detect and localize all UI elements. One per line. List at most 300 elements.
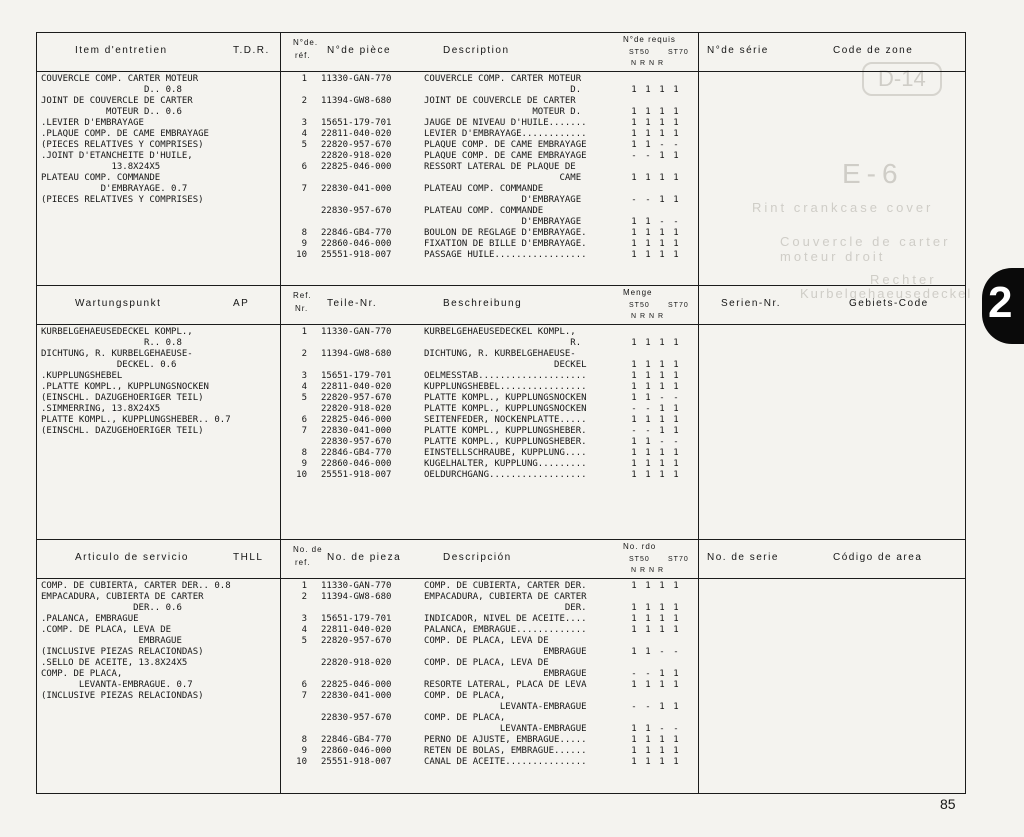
qty-value: -	[645, 426, 651, 436]
service-item-line: D.. 0.8	[41, 85, 182, 95]
qty-value: 1	[631, 85, 637, 95]
qty-value: 1	[673, 757, 679, 767]
qty-value: 1	[631, 382, 637, 392]
part-description: RESORTE LATERAL, PLACA DE LEVA	[424, 680, 587, 690]
ref-number: 4	[301, 625, 307, 635]
qty-value: 1	[631, 338, 637, 348]
service-item-line: JOINT DE COUVERCLE DE CARTER	[41, 96, 193, 106]
ref-number: 10	[296, 250, 307, 260]
column-divider	[698, 540, 699, 794]
qty-value: 1	[659, 669, 665, 679]
qty-value: -	[645, 669, 651, 679]
qty-value: 1	[659, 404, 665, 414]
part-number: 25551-918-007	[321, 470, 392, 480]
column-divider	[698, 33, 699, 285]
watermark-code: D-14	[862, 62, 942, 96]
part-number: 22811-040-020	[321, 382, 392, 392]
column-divider	[280, 540, 281, 794]
part-number: 11394-GW8-680	[321, 349, 392, 359]
part-description: RESSORT LATERAL DE PLAQUE DE	[424, 162, 576, 172]
service-item-line: KURBELGEHAEUSEDECKEL KOMPL.,	[41, 327, 193, 337]
service-item-line: R.. 0.8	[41, 338, 182, 348]
part-description: EMBRAGUE	[424, 669, 587, 679]
watermark-line: Rint crankcase cover	[752, 200, 934, 215]
parts-section	[37, 539, 965, 794]
qty-value: 1	[645, 140, 651, 150]
service-item-line: PLATEAU COMP. COMMANDE	[41, 173, 161, 183]
service-item-line: (PIECES RELATIVES Y COMPRISES)	[41, 140, 204, 150]
header-model-st50: ST50	[629, 556, 650, 563]
qty-value: 1	[645, 415, 651, 425]
service-item-line: MOTEUR D.. 0.6	[41, 107, 182, 117]
ref-number: 4	[301, 382, 307, 392]
qty-value: -	[673, 724, 679, 734]
header-part-no: Teile-Nr.	[327, 298, 378, 309]
ref-number: 9	[301, 746, 307, 756]
part-number: 22820-918-020	[321, 404, 392, 414]
qty-value: 1	[673, 118, 679, 128]
service-item-line: .KUPPLUNGSHEBEL	[41, 371, 123, 381]
qty-value: 1	[673, 470, 679, 480]
header-model-st50: ST50	[629, 49, 650, 56]
ref-number: 5	[301, 393, 307, 403]
service-item-line: EMBRAGUE	[41, 636, 182, 646]
qty-value: 1	[631, 107, 637, 117]
part-number: 22820-918-020	[321, 151, 392, 161]
service-item-line: .SELLO DE ACEITE, 13.8X24X5	[41, 658, 188, 668]
qty-value: 1	[659, 338, 665, 348]
part-description: COMP. DE PLACA, LEVA DE	[424, 658, 549, 668]
part-description: JOINT DE COUVERCLE DE CARTER	[424, 96, 576, 106]
qty-value: 1	[645, 581, 651, 591]
part-description: D'EMBRAYAGE	[424, 195, 582, 205]
header-service-item: Wartungspunkt	[75, 298, 162, 309]
part-number: 11330-GAN-770	[321, 581, 392, 591]
watermark-line: Couvercle de carter	[780, 234, 951, 249]
part-description: D'EMBRAYAGE	[424, 217, 582, 227]
qty-value: 1	[659, 702, 665, 712]
qty-value: -	[645, 404, 651, 414]
qty-value: 1	[645, 724, 651, 734]
qty-value: -	[645, 195, 651, 205]
qty-value: 1	[631, 448, 637, 458]
qty-value: 1	[645, 437, 651, 447]
qty-value: 1	[645, 735, 651, 745]
service-item-line: DICHTUNG, R. KURBELGEHAEUSE-	[41, 349, 193, 359]
part-description: PLATEAU COMP. COMMANDE	[424, 206, 544, 216]
qty-value: 1	[673, 173, 679, 183]
qty-value: -	[631, 426, 637, 436]
header-ap: T.D.R.	[233, 45, 270, 56]
header-qty: N°de requis	[623, 35, 676, 44]
header-qty: No. rdo	[623, 542, 657, 551]
qty-value: 1	[645, 129, 651, 139]
header-serial: N°de série	[707, 45, 769, 56]
part-description: EINSTELLSCHRAUBE, KUPPLUNG....	[424, 448, 587, 458]
parts-page	[36, 32, 966, 794]
qty-value: 1	[645, 338, 651, 348]
ref-number: 9	[301, 459, 307, 469]
qty-value: 1	[645, 459, 651, 469]
part-description: RETEN DE BOLAS, EMBRAGUE......	[424, 746, 587, 756]
qty-value: 1	[645, 239, 651, 249]
service-item-line: .PLATTE KOMPL., KUPPLUNGSNOCKEN	[41, 382, 209, 392]
qty-value: 1	[645, 118, 651, 128]
header-ref2: réf.	[295, 51, 311, 60]
service-item-line: LEVANTA-EMBRAGUE. 0.7	[41, 680, 193, 690]
qty-value: 1	[645, 603, 651, 613]
qty-value: 1	[631, 757, 637, 767]
part-description: KUGELHALTER, KUPPLUNG.........	[424, 459, 587, 469]
qty-value: 1	[659, 581, 665, 591]
qty-value: 1	[673, 459, 679, 469]
qty-value: 1	[659, 459, 665, 469]
qty-value: 1	[673, 151, 679, 161]
qty-value: 1	[659, 228, 665, 238]
service-item-line: .PALANCA, EMBRAGUE	[41, 614, 139, 624]
part-number: 22846-GB4-770	[321, 735, 392, 745]
part-description: LEVIER D'EMBRAYAGE............	[424, 129, 587, 139]
header-ref: No. de	[293, 545, 323, 554]
qty-value: -	[673, 140, 679, 150]
ref-number: 3	[301, 118, 307, 128]
qty-value: 1	[631, 393, 637, 403]
qty-value: 1	[673, 669, 679, 679]
ref-number: 8	[301, 228, 307, 238]
part-number: 11394-GW8-680	[321, 592, 392, 602]
part-number: 22830-041-000	[321, 426, 392, 436]
qty-value: 1	[659, 85, 665, 95]
qty-value: -	[659, 724, 665, 734]
qty-value: 1	[673, 360, 679, 370]
header-area: Código de area	[833, 552, 923, 563]
qty-value: 1	[645, 625, 651, 635]
qty-value: 1	[659, 735, 665, 745]
column-divider	[698, 286, 699, 540]
part-description: EMBRAGUE	[424, 647, 587, 657]
qty-value: 1	[645, 448, 651, 458]
header-part-no: No. de pieza	[327, 552, 402, 563]
qty-value: -	[673, 217, 679, 227]
qty-value: 1	[673, 239, 679, 249]
part-description: D.	[424, 85, 582, 95]
service-item-line: (PIECES RELATIVES Y COMPRISES)	[41, 195, 204, 205]
header-ref2: Nr.	[295, 304, 309, 313]
part-number: 11330-GAN-770	[321, 327, 392, 337]
part-number: 22860-046-000	[321, 459, 392, 469]
part-description: DICHTUNG, R. KURBELGEHAEUSE-	[424, 349, 576, 359]
qty-value: 1	[673, 415, 679, 425]
qty-value: 1	[673, 603, 679, 613]
qty-value: 1	[631, 239, 637, 249]
ref-number: 7	[301, 691, 307, 701]
part-description: OELDURCHGANG..................	[424, 470, 587, 480]
qty-value: 1	[673, 228, 679, 238]
qty-value: -	[659, 437, 665, 447]
page-number: 85	[940, 796, 956, 812]
qty-value: 1	[631, 647, 637, 657]
watermark-line: Kurbelgehaeusedeckel	[800, 286, 973, 301]
qty-value: 1	[631, 228, 637, 238]
header-model-st70: ST70	[668, 556, 689, 563]
qty-value: 1	[673, 625, 679, 635]
part-number: 11330-GAN-770	[321, 74, 392, 84]
part-number: 22846-GB4-770	[321, 448, 392, 458]
header-ref: Ref.	[293, 291, 312, 300]
qty-value: 1	[673, 581, 679, 591]
ref-number: 1	[301, 327, 307, 337]
part-description: LEVANTA-EMBRAGUE	[424, 724, 587, 734]
header-serial: Serien-Nr.	[721, 298, 782, 309]
qty-value: 1	[631, 581, 637, 591]
ref-number: 7	[301, 184, 307, 194]
ref-number: 3	[301, 371, 307, 381]
qty-value: 1	[631, 140, 637, 150]
part-description: SEITENFEDER, NOCKENPLATTE.....	[424, 415, 587, 425]
part-description: COMP. DE PLACA,	[424, 691, 506, 701]
part-description: MOTEUR D.	[424, 107, 582, 117]
watermark-section: E-6	[842, 158, 904, 189]
part-number: 22825-046-000	[321, 162, 392, 172]
header-description: Description	[443, 45, 510, 56]
qty-value: 1	[673, 338, 679, 348]
part-description: COMP. DE PLACA, LEVA DE	[424, 636, 549, 646]
part-number: 22830-041-000	[321, 691, 392, 701]
qty-value: 1	[673, 371, 679, 381]
part-description: LEVANTA-EMBRAGUE	[424, 702, 587, 712]
qty-value: -	[673, 393, 679, 403]
header-area: Code de zone	[833, 45, 914, 56]
qty-value: -	[645, 151, 651, 161]
part-description: KURBELGEHAEUSEDECKEL KOMPL.,	[424, 327, 576, 337]
qty-value: 1	[659, 107, 665, 117]
ref-number: 4	[301, 129, 307, 139]
qty-value: 1	[631, 625, 637, 635]
column-divider	[280, 286, 281, 540]
part-number: 22820-957-670	[321, 636, 392, 646]
service-item-line: .COMP. DE PLACA, LEVA DE	[41, 625, 172, 635]
part-description: EMPACADURA, CUBIERTA DE CARTER	[424, 592, 587, 602]
part-number: 25551-918-007	[321, 250, 392, 260]
qty-value: 1	[631, 603, 637, 613]
qty-value: 1	[631, 470, 637, 480]
qty-value: 1	[631, 724, 637, 734]
ref-number: 6	[301, 415, 307, 425]
header-model-st70: ST70	[668, 302, 689, 309]
part-description: PERNO DE AJUSTE, EMBRAGUE.....	[424, 735, 587, 745]
qty-value: -	[659, 140, 665, 150]
ref-number: 7	[301, 426, 307, 436]
header-serial: No. de serie	[707, 552, 779, 563]
qty-value: 1	[673, 404, 679, 414]
qty-value: 1	[659, 603, 665, 613]
part-description: COUVERCLE COMP. CARTER MOTEUR	[424, 74, 582, 84]
part-description: COMP. DE PLACA,	[424, 713, 506, 723]
qty-value: -	[631, 151, 637, 161]
part-description: PLATTE KOMPL., KUPPLUNGSNOCKEN	[424, 393, 587, 403]
section-header	[37, 33, 965, 72]
part-number: 22860-046-000	[321, 239, 392, 249]
service-item-line: EMPACADURA, CUBIERTA DE CARTER	[41, 592, 204, 602]
part-number: 15651-179-701	[321, 118, 392, 128]
qty-value: 1	[659, 118, 665, 128]
qty-value: 1	[659, 360, 665, 370]
qty-value: 1	[673, 382, 679, 392]
ref-number: 9	[301, 239, 307, 249]
part-number: 11394-GW8-680	[321, 96, 392, 106]
part-description: CAME	[424, 173, 582, 183]
service-item-line: .PLAQUE COMP. DE CAME EMBRAYAGE	[41, 129, 209, 139]
watermark-line: moteur droit	[780, 249, 886, 264]
service-item-line: DECKEL. 0.6	[41, 360, 177, 370]
qty-value: 1	[673, 735, 679, 745]
ref-number: 5	[301, 636, 307, 646]
column-divider	[280, 33, 281, 285]
part-description: PLATEAU COMP. COMMANDE	[424, 184, 544, 194]
service-item-line: 13.8X24X5	[41, 162, 161, 172]
part-description: CANAL DE ACEITE...............	[424, 757, 587, 767]
part-description: PLATTE KOMPL., KUPPLUNGSNOCKEN	[424, 404, 587, 414]
ref-number: 2	[301, 349, 307, 359]
service-item-line: .SIMMERRING, 13.8X24X5	[41, 404, 161, 414]
part-number: 22820-957-670	[321, 140, 392, 150]
header-area: Gebiets-Code	[849, 298, 929, 309]
part-number: 22820-918-020	[321, 658, 392, 668]
ref-number: 6	[301, 680, 307, 690]
qty-value: 1	[659, 625, 665, 635]
service-item-line: .LEVIER D'EMBRAYAGE	[41, 118, 144, 128]
qty-value: 1	[659, 415, 665, 425]
header-nr: N R N R	[631, 313, 665, 320]
ref-number: 3	[301, 614, 307, 624]
qty-value: 1	[673, 702, 679, 712]
qty-value: -	[659, 393, 665, 403]
section-header	[37, 540, 965, 579]
part-number: 22825-046-000	[321, 680, 392, 690]
qty-value: 1	[645, 107, 651, 117]
part-description: BOULON DE REGLAGE D'EMBRAYAGE.	[424, 228, 587, 238]
qty-value: 1	[631, 250, 637, 260]
qty-value: -	[631, 404, 637, 414]
header-ref2: ref.	[295, 558, 311, 567]
qty-value: 1	[645, 470, 651, 480]
part-description: R.	[424, 338, 582, 348]
qty-value: 1	[659, 470, 665, 480]
header-ap: AP	[233, 298, 250, 309]
part-number: 15651-179-701	[321, 614, 392, 624]
qty-value: -	[631, 195, 637, 205]
header-ref: N°de.	[293, 38, 319, 47]
qty-value: -	[659, 217, 665, 227]
service-item-line: .JOINT D'ETANCHEITE D'HUILE,	[41, 151, 193, 161]
part-description: PLAQUE COMP. DE CAME EMBRAYAGE	[424, 140, 587, 150]
qty-value: 1	[631, 129, 637, 139]
qty-value: 1	[659, 239, 665, 249]
qty-value: 1	[645, 217, 651, 227]
qty-value: 1	[645, 746, 651, 756]
qty-value: 1	[673, 680, 679, 690]
service-item-line: D'EMBRAYAGE. 0.7	[41, 184, 188, 194]
part-description: PLAQUE COMP. DE CAME EMBRAYAGE	[424, 151, 587, 161]
header-part-no: N°de pièce	[327, 45, 392, 56]
service-item-line: (EINSCHL. DAZUGEHOERIGER TEIL)	[41, 393, 204, 403]
header-model-st70: ST70	[668, 49, 689, 56]
part-description: PALANCA, EMBRAGUE.............	[424, 625, 587, 635]
part-description: FIXATION DE BILLE D'EMBRAYAGE.	[424, 239, 587, 249]
qty-value: 1	[659, 173, 665, 183]
qty-value: 1	[631, 173, 637, 183]
header-qty: Menge	[623, 288, 653, 297]
qty-value: 1	[631, 614, 637, 624]
qty-value: 1	[659, 448, 665, 458]
part-number: 22825-046-000	[321, 415, 392, 425]
qty-value: 1	[645, 614, 651, 624]
qty-value: 1	[645, 371, 651, 381]
header-service-item: Articulo de servicio	[75, 552, 189, 563]
qty-value: 1	[645, 173, 651, 183]
qty-value: -	[659, 647, 665, 657]
service-item-line: DER.. 0.6	[41, 603, 182, 613]
qty-value: 1	[673, 250, 679, 260]
part-number: 22830-957-670	[321, 713, 392, 723]
ref-number: 10	[296, 757, 307, 767]
part-description: PLATTE KOMPL., KUPPLUNGSHEBER.	[424, 426, 587, 436]
part-number: 22830-957-670	[321, 437, 392, 447]
part-description: PLATTE KOMPL., KUPPLUNGSHEBER.	[424, 437, 587, 447]
service-item-line: (INCLUSIVE PIEZAS RELACIONDAS)	[41, 691, 204, 701]
service-item-line: COMP. DE PLACA,	[41, 669, 123, 679]
part-number: 22860-046-000	[321, 746, 392, 756]
header-description: Descripción	[443, 552, 512, 563]
qty-value: 1	[631, 746, 637, 756]
part-description: PASSAGE HUILE.................	[424, 250, 587, 260]
ref-number: 6	[301, 162, 307, 172]
qty-value: 1	[659, 426, 665, 436]
qty-value: 1	[673, 107, 679, 117]
qty-value: -	[631, 669, 637, 679]
qty-value: 1	[673, 614, 679, 624]
qty-value: 1	[659, 680, 665, 690]
qty-value: 1	[631, 371, 637, 381]
qty-value: 1	[673, 195, 679, 205]
qty-value: -	[631, 702, 637, 712]
part-number: 22811-040-020	[321, 129, 392, 139]
qty-value: -	[673, 647, 679, 657]
service-item-line: COMP. DE CUBIERTA, CARTER DER.. 0.8	[41, 581, 231, 591]
qty-value: 1	[659, 195, 665, 205]
qty-value: 1	[631, 459, 637, 469]
qty-value: 1	[645, 680, 651, 690]
qty-value: 1	[631, 437, 637, 447]
qty-value: 1	[645, 382, 651, 392]
qty-value: 1	[673, 129, 679, 139]
qty-value: 1	[645, 393, 651, 403]
qty-value: 1	[645, 647, 651, 657]
ref-number: 2	[301, 96, 307, 106]
service-item-line: PLATTE KOMPL., KUPPLUNGSHEBER.. 0.7	[41, 415, 231, 425]
part-number: 22830-957-670	[321, 206, 392, 216]
ref-number: 8	[301, 448, 307, 458]
ref-number: 2	[301, 592, 307, 602]
part-number: 25551-918-007	[321, 757, 392, 767]
service-item-line: (EINSCHL. DAZUGEHOERIGER TEIL)	[41, 426, 204, 436]
qty-value: 1	[645, 85, 651, 95]
header-nr: N R N R	[631, 60, 665, 67]
part-description: DER.	[424, 603, 587, 613]
part-description: OELMESSTAB....................	[424, 371, 587, 381]
qty-value: 1	[645, 250, 651, 260]
qty-value: 1	[631, 360, 637, 370]
